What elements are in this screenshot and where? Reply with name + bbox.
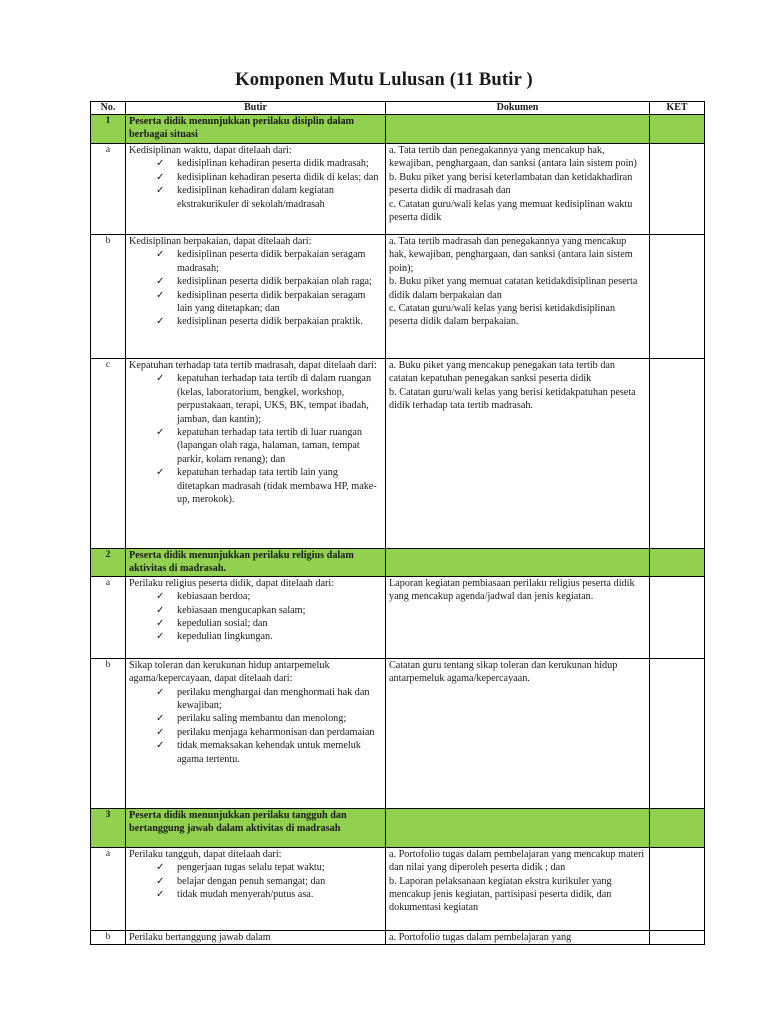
butir-intro: Perilaku bertanggung jawab dalam bbox=[129, 931, 271, 943]
checkmark-icon: ✓ bbox=[156, 316, 165, 328]
item-butir-cell bbox=[126, 930, 386, 944]
header-dokumen: Dokumen bbox=[386, 102, 650, 115]
item-letter: b bbox=[91, 235, 126, 359]
checklist-item bbox=[129, 861, 382, 874]
checklist-item-text: pengerjaan tugas selalu tepat waktu; bbox=[177, 862, 325, 874]
section-ket-cell bbox=[650, 808, 705, 847]
dokumen-entry: a. Portofolio tugas dalam pembelajaran yang mencakup materi dan nilai yang diperoleh peserta didik ; dan bbox=[389, 848, 645, 874]
dokumen-entry: Catatan guru tentang sikap toleran dan kerukunan hidup antarpemeluk agama/kepercayaan. bbox=[389, 659, 618, 685]
checkmark-icon: ✓ bbox=[156, 713, 165, 725]
checklist-item bbox=[129, 184, 382, 211]
checkmark-icon: ✓ bbox=[156, 862, 165, 874]
section-dokumen-cell bbox=[386, 549, 650, 577]
section-number: 1 bbox=[91, 115, 126, 144]
checkmark-icon: ✓ bbox=[156, 631, 165, 643]
section-row bbox=[91, 115, 705, 144]
checklist-item bbox=[129, 712, 382, 725]
checklist-item-text: kedisiplinan peserta didik berpakaian seragam madrasah; bbox=[177, 249, 366, 274]
item-letter: a bbox=[91, 576, 126, 658]
checklist-item bbox=[129, 604, 382, 617]
checklist-item bbox=[129, 739, 382, 766]
section-number: 2 bbox=[91, 549, 126, 577]
checkmark-icon: ✓ bbox=[156, 185, 165, 197]
checklist-item bbox=[129, 248, 382, 275]
section-dokumen-cell bbox=[386, 115, 650, 144]
section-row bbox=[91, 808, 705, 847]
item-dokumen-cell bbox=[386, 576, 650, 658]
checkmark-icon: ✓ bbox=[156, 686, 165, 698]
butir-intro: Kepatuhan terhadap tata tertib madrasah, dapat ditelaah dari: bbox=[129, 360, 377, 371]
section-title: Peserta didik menunjukkan perilaku tangguh dan bertanggung jawab dalam aktivitas di madrasah bbox=[126, 808, 386, 847]
item-row bbox=[91, 359, 705, 549]
checklist-item-text: kepedulian lingkungan. bbox=[177, 631, 273, 643]
butir-intro: Kedisiplinan berpakaian, dapat ditelaah dari: bbox=[129, 236, 312, 247]
item-ket-cell bbox=[650, 930, 705, 944]
checkmark-icon: ✓ bbox=[156, 171, 165, 183]
checklist-item bbox=[129, 888, 382, 901]
document-title: Komponen Mutu Lulusan (11 Butir ) bbox=[235, 70, 533, 90]
dokumen-entry: b. Buku piket yang memuat catatan ketidakdisiplinan peserta didik dalam berpakaian dan bbox=[389, 276, 638, 301]
item-row bbox=[91, 235, 705, 359]
item-butir-cell bbox=[126, 359, 386, 549]
checklist-item-text: kedisiplinan peserta didik berpakaian praktik. bbox=[177, 316, 363, 328]
checklist-item-text: kedisiplinan kehadiran dalam kegiatan ekstrakurikuler di sekolah/madrasah bbox=[177, 185, 335, 210]
checkmark-icon: ✓ bbox=[156, 591, 165, 603]
checklist-item bbox=[129, 157, 382, 170]
dokumen-entry: a. Tata tertib madrasah dan penegakannya yang mencakup hak, kewajiban, penghargaan, dan sanksi (antara lain sistem poin); bbox=[389, 236, 633, 274]
section-title: Peserta didik menunjukkan perilaku disiplin dalam berbagai situasi bbox=[126, 115, 386, 144]
checklist-item-text: kebiasaan berdoa; bbox=[177, 591, 251, 603]
butir-intro: Sikap toleran dan kerukunan hidup antarpemeluk agama/kepercayaan, dapat ditelaah dari: bbox=[129, 659, 330, 685]
section-title: Peserta didik menunjukkan perilaku religius dalam aktivitas di madrasah. bbox=[126, 549, 386, 577]
item-dokumen-cell bbox=[386, 144, 650, 235]
checkmark-icon: ✓ bbox=[156, 289, 165, 301]
checkmark-icon: ✓ bbox=[156, 740, 165, 752]
item-butir-cell bbox=[126, 576, 386, 658]
dokumen-entry: b. Buku piket yang berisi keterlambatan dan ketidakhadiran peserta didik di madrasah dan bbox=[389, 171, 633, 197]
section-number: 3 bbox=[91, 808, 126, 847]
butir-intro: Perilaku tangguh, dapat ditelaah dari: bbox=[129, 848, 282, 860]
checkmark-icon: ✓ bbox=[156, 889, 165, 901]
checkmark-icon: ✓ bbox=[156, 276, 165, 288]
item-dokumen-cell bbox=[386, 930, 650, 944]
item-butir-cell bbox=[126, 847, 386, 930]
table-header-row bbox=[91, 102, 705, 115]
checklist-item bbox=[129, 372, 382, 426]
section-ket-cell bbox=[650, 115, 705, 144]
checkmark-icon: ✓ bbox=[156, 618, 165, 630]
item-row bbox=[91, 847, 705, 930]
checklist-item bbox=[129, 466, 382, 506]
checklist-item bbox=[129, 617, 382, 630]
header-no: No. bbox=[91, 102, 126, 115]
item-letter: c bbox=[91, 359, 126, 549]
checklist-item bbox=[129, 315, 382, 328]
checklist-item-text: kedisiplinan peserta didik berpakaian seragam lain yang ditetapkan; dan bbox=[177, 289, 366, 315]
item-row bbox=[91, 658, 705, 808]
item-row bbox=[91, 144, 705, 235]
header-butir: Butir bbox=[126, 102, 386, 115]
item-letter: a bbox=[91, 144, 126, 235]
checklist-item bbox=[129, 171, 382, 184]
item-butir-cell bbox=[126, 235, 386, 359]
checklist-item-text: belajar dengan penuh semangat; dan bbox=[177, 875, 326, 887]
checklist-item-text: kebiasaan mengucapkan salam; bbox=[177, 604, 306, 616]
checklist-item bbox=[129, 289, 382, 316]
item-row bbox=[91, 930, 705, 944]
butir-intro: Kedisiplinan waktu, dapat ditelaah dari: bbox=[129, 145, 292, 156]
checklist-item-text: perilaku menjaga keharmonisan dan perdamaian bbox=[177, 726, 375, 738]
checklist-item bbox=[129, 590, 382, 603]
checklist-item bbox=[129, 275, 382, 288]
quality-components-table bbox=[90, 101, 705, 945]
checkmark-icon: ✓ bbox=[156, 373, 165, 385]
checklist-item-text: tidak memaksakan kehendak untuk memeluk agama tertentu. bbox=[177, 740, 361, 765]
checkmark-icon: ✓ bbox=[156, 467, 165, 479]
checkmark-icon: ✓ bbox=[156, 249, 165, 261]
checklist-item-text: kedisiplinan peserta didik berpakaian olah raga; bbox=[177, 276, 372, 288]
item-ket-cell bbox=[650, 235, 705, 359]
checkmark-icon: ✓ bbox=[156, 158, 165, 170]
checklist-item bbox=[129, 630, 382, 643]
item-butir-cell bbox=[126, 658, 386, 808]
dokumen-entry: c. Catatan guru/wali kelas yang memuat kedisiplinan waktu peserta didik bbox=[389, 198, 633, 224]
checklist-item-text: kepatuhan terhadap tata tertib lain yang ditetapkan madrasah (tidak membawa HP, make-up, merokok). bbox=[177, 467, 377, 506]
checklist-item-text: kepatuhan terhadap tata tertib di dalam ruangan (kelas, laboratorium, bengkel, workshop, perpustakaan, terapi, UKS, BK, tempat ibadah, jamban, dan kantin); bbox=[177, 373, 372, 425]
checklist-item-text: kepedulian sosial; dan bbox=[177, 618, 268, 630]
item-row bbox=[91, 576, 705, 658]
item-ket-cell bbox=[650, 359, 705, 549]
checklist-item bbox=[129, 726, 382, 739]
checklist-item-text: perilaku menghargai dan menghormati hak dan kewajiban; bbox=[177, 686, 370, 712]
checklist-item-text: kedisiplinan kehadiran peserta didik madrasah; bbox=[177, 158, 369, 170]
item-letter: b bbox=[91, 930, 126, 944]
butir-intro: Perilaku religius peserta didik, dapat ditelaah dari: bbox=[129, 577, 335, 589]
item-letter: a bbox=[91, 847, 126, 930]
checkmark-icon: ✓ bbox=[156, 726, 165, 738]
item-dokumen-cell bbox=[386, 235, 650, 359]
item-dokumen-cell bbox=[386, 359, 650, 549]
item-letter: b bbox=[91, 658, 126, 808]
checkmark-icon: ✓ bbox=[156, 427, 165, 439]
section-ket-cell bbox=[650, 549, 705, 577]
checkmark-icon: ✓ bbox=[156, 604, 165, 616]
item-ket-cell bbox=[650, 576, 705, 658]
dokumen-entry: a. Portofolio tugas dalam pembelajaran yang bbox=[389, 931, 572, 943]
checklist-item-text: perilaku saling membantu dan menolong; bbox=[177, 713, 347, 725]
dokumen-entry: a. Buku piket yang mencakup penegakan tata tertib dan catatan kepatuhan penegakan sanksi peserta didik bbox=[389, 360, 616, 385]
item-ket-cell bbox=[650, 144, 705, 235]
checkmark-icon: ✓ bbox=[156, 875, 165, 887]
item-ket-cell bbox=[650, 658, 705, 808]
item-dokumen-cell bbox=[386, 847, 650, 930]
header-ket: KET bbox=[650, 102, 705, 115]
dokumen-entry: a. Tata tertib dan penegakannya yang mencakup hak, kewajiban, penghargaan, dan sanksi (antara lain sistem poin) bbox=[389, 145, 637, 170]
table-body bbox=[91, 115, 705, 945]
dokumen-entry: Laporan kegiatan pembiasaan perilaku religius peserta didik yang mencakup agenda/jadwal dan jenis kegiatan. bbox=[389, 577, 635, 603]
item-butir-cell bbox=[126, 144, 386, 235]
dokumen-entry: b. Laporan pelaksanaan kegiatan ekstra kurikuler yang mencakup jenis kegiatan, partisipasi peserta didik, dan dokumentasi kegiatan bbox=[389, 875, 612, 914]
checklist-item bbox=[129, 875, 382, 888]
item-dokumen-cell bbox=[386, 658, 650, 808]
dokumen-entry: c. Catatan guru/wali kelas yang berisi ketidakdisiplinan peserta didik dalam berpakaian. bbox=[389, 303, 616, 328]
checklist-item-text: kepatuhan terhadap tata tertib di luar ruangan (lapangan olah raga, halaman, taman, tempat parkir, kolam renang); dan bbox=[177, 427, 362, 465]
dokumen-entry: b. Catatan guru/wali kelas yang berisi ketidakpatuhan peseta didik terhadap tata tertib madrasah. bbox=[389, 386, 636, 412]
checklist-item bbox=[129, 686, 382, 713]
item-ket-cell bbox=[650, 847, 705, 930]
checklist-item bbox=[129, 426, 382, 466]
checklist-item-text: tidak mudah menyerah/putus asa. bbox=[177, 889, 314, 901]
section-row bbox=[91, 549, 705, 577]
checklist-item-text: kedisiplinan kehadiran peserta didik di kelas; dan bbox=[177, 171, 379, 183]
section-dokumen-cell bbox=[386, 808, 650, 847]
